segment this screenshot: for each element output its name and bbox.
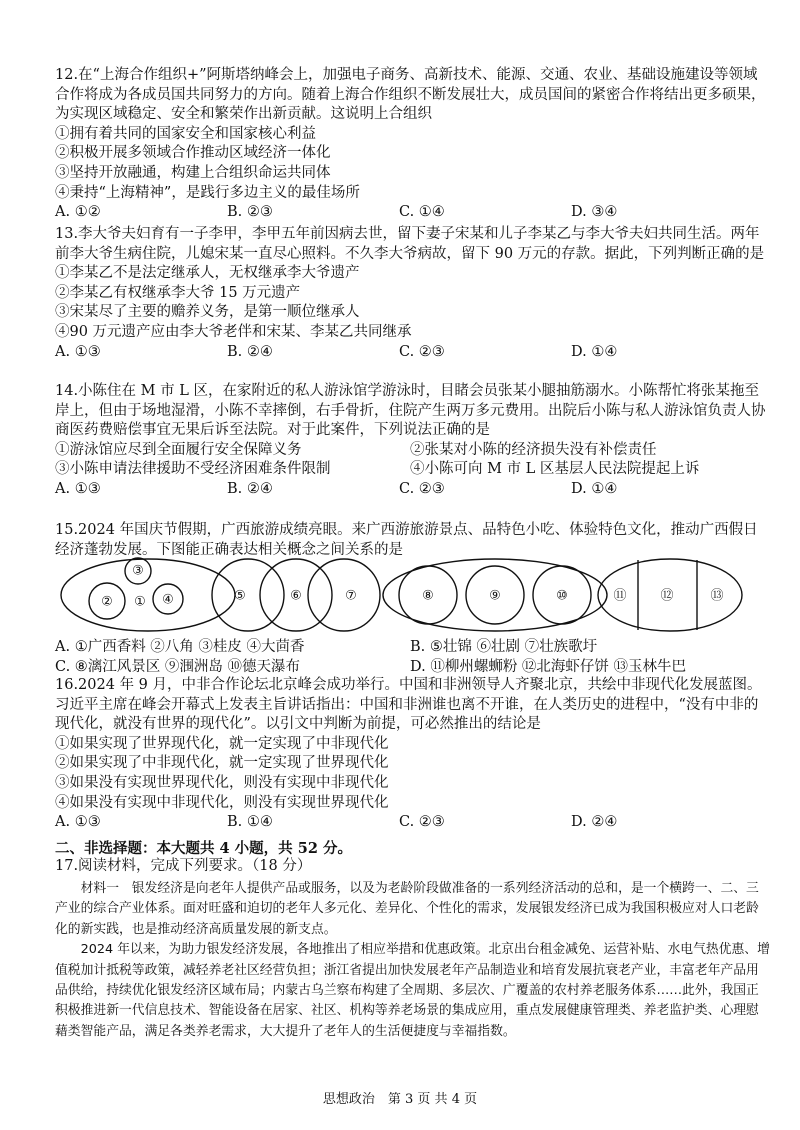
choice-a: A. ①② xyxy=(55,204,101,221)
page-footer: 思想政治 第 3 页 共 4 页 xyxy=(322,1092,478,1107)
choice-c: C. ②③ xyxy=(399,343,445,360)
material-paragraph: 材料一 银发经济是向老年人提供产品或服务，以及为老龄阶段做准备的一系列经济活动的总和，是一个横跨一、二、三产业的综合产业体系。面对旺盛和迫切的老年人多元化、差异化、个性化的需求，发展银发经济已成为我国积极应对人口老龄化的新实践，也是推动经济高质量发展的新支点。 xyxy=(55,881,759,937)
question-14 xyxy=(55,382,770,500)
statement-item: ③宋某尽了主要的赡养义务，是第一顺位继承人 xyxy=(55,304,360,321)
question-stem: 14.小陈住在 M 市 L 区，在家附近的私人游泳馆学游泳时，目睹会员张某小腿抽筋溺水。小陈帮忙将张某拖至岸上，但由于场地湿滑，小陈不幸摔倒，右手骨折，住院产生两万多元费用。出院后小陈与私人游泳馆负责人协商医药费赔偿事宜无果后诉至法院。对于此案件，下列说法正确的是 xyxy=(55,383,766,439)
question-stem: 17.阅读材料，完成下列要求。（18 分） xyxy=(55,858,312,874)
answer-choices xyxy=(55,813,770,833)
choice-d: D. ⑪柳州螺蛳粉 ⑫北海虾仔饼 ⑬玉林牛巴 xyxy=(410,658,687,675)
choice-a: A. ①③ xyxy=(55,480,101,497)
answer-choices xyxy=(55,658,770,678)
choice-d: D. ①④ xyxy=(571,480,618,497)
venn-diagrams xyxy=(55,556,775,634)
statement-item: ①游泳馆应尽到全面履行安全保障义务 xyxy=(55,441,302,458)
diagram-b-circle-5 xyxy=(212,559,284,631)
choice-a: A. ①③ xyxy=(55,814,101,831)
choice-b: B. ②③ xyxy=(227,204,273,221)
statement-item: ①李某乙不是法定继承人，无权继承李大爷遗产 xyxy=(55,265,360,282)
choice-d: D. ②④ xyxy=(571,814,618,831)
statement-item: ④秉持“上海精神”，是践行多边主义的最佳场所 xyxy=(55,184,360,201)
statement-item: ④小陈可向 M 市 L 区基层人民法院提起上诉 xyxy=(410,461,700,478)
reading-material xyxy=(55,879,770,1042)
diagram-label-10: ⑩ xyxy=(556,588,568,604)
diagram-label-7: ⑦ xyxy=(345,588,357,604)
choice-b: B. ①④ xyxy=(227,814,273,831)
answer-choices xyxy=(55,203,770,223)
choice-c: C. ⑧漓江风景区 ⑨涠洲岛 ⑩德天瀑布 xyxy=(55,658,301,675)
diagram-label-12: ⑫ xyxy=(660,588,674,604)
statement-item: ①如果实现了世界现代化，就一定实现了中非现代化 xyxy=(55,735,389,752)
statement-row xyxy=(55,460,770,480)
choice-b: B. ⑤壮锦 ⑥壮剧 ⑦壮族歌圩 xyxy=(410,639,598,655)
answer-choices xyxy=(55,480,770,500)
diagram-label-11: ⑪ xyxy=(613,588,627,604)
question-13 xyxy=(55,225,770,362)
diagram-label-2: ② xyxy=(101,594,113,610)
diagram-b-circle-7 xyxy=(308,559,380,631)
statement-item: ②李某乙有权继承李大爷 15 万元遗产 xyxy=(55,284,301,301)
question-15-choices xyxy=(55,638,770,677)
diagram-label-4: ④ xyxy=(162,592,174,608)
choice-c: C. ②③ xyxy=(399,814,445,831)
question-12 xyxy=(55,66,770,223)
diagram-label-3: ③ xyxy=(132,563,144,579)
diagram-label-5: ⑤ xyxy=(234,588,246,604)
statement-item: ③小陈申请法律援助不受经济困难条件限制 xyxy=(55,461,331,478)
answer-choices xyxy=(55,343,770,363)
statement-item: ③如果没有实现世界现代化，则没有实现中非现代化 xyxy=(55,774,389,791)
statement-item: ④如果没有实现中非现代化，则没有实现世界现代化 xyxy=(55,794,389,811)
statement-row xyxy=(55,441,770,461)
material-paragraph: 2024 年以来，为助力银发经济发展，各地推出了相应举措和优惠政策。北京出台租金减免、运营补贴、水电气热优惠、增值税加计抵税等政策，减轻养老社区经营负担；浙江省提出加快发展老年产品制造业和培育发展抗衰老产业，丰富老年产品用品供给，持续优化银发经济区域布局；内蒙古乌兰察布构建了全周期、多层次、广覆盖的农村养老服务体系……此外，我国正积极推进新一代信息技术、智能设备在居家、社区、机构等养老场景的集成应用，重点发展健康管理类、养老监护类、心理慰藉类智能产品，满足各类养老需求，大大提升了老年人的生活便捷度与幸福指数。 xyxy=(55,942,770,1039)
diagram-label-6: ⑥ xyxy=(290,588,302,604)
statement-item: ①拥有着共同的国家安全和国家核心利益 xyxy=(55,125,316,142)
diagram-label-13: ⑬ xyxy=(710,588,724,604)
choice-c: C. ②③ xyxy=(399,480,445,497)
question-16 xyxy=(55,676,770,833)
diagram-a-outer-ellipse xyxy=(61,559,235,631)
choice-d: D. ③④ xyxy=(571,204,618,221)
answer-choices xyxy=(55,638,770,658)
statement-item: ②积极开展多领域合作推动区域经济一体化 xyxy=(55,145,331,162)
choice-b: B. ②④ xyxy=(227,343,273,360)
choice-d: D. ①④ xyxy=(571,343,618,360)
question-stem: 13.李大爷夫妇育有一子李甲，李甲五年前因病去世，留下妻子宋某和儿子李某乙与李大爷夫妇共同生活。两年前李大爷生病住院，儿媳宋某一直尽心照料。不久李大爷病故，留下 90 万元的存款。据此，下列判断正确的是 xyxy=(55,226,765,262)
statement-item: ②如果实现了中非现代化，就一定实现了世界现代化 xyxy=(55,755,389,772)
section-heading: 二、非选择题：本大题共 4 小题，共 52 分。 xyxy=(55,840,352,857)
choice-b: B. ②④ xyxy=(227,480,273,497)
choice-a: A. ①③ xyxy=(55,343,101,360)
question-stem: 12.在“上海合作组织+”阿斯塔纳峰会上，加强电子商务、高新技术、能源、交通、农业、基础设施建设等领域合作将成为各成员国共同努力的方向。随着上海合作组织不断发展壮大，成员国间的紧密合作将结出更多硕果，为实现区域稳定、安全和繁荣作出新贡献。这说明上合组织 xyxy=(55,67,766,123)
diagram-label-9: ⑨ xyxy=(489,588,501,604)
question-17 xyxy=(55,857,770,877)
diagram-label-8: ⑧ xyxy=(422,588,434,604)
question-15 xyxy=(55,521,770,560)
statement-item: ③坚持开放融通，构建上合组织命运共同体 xyxy=(55,164,331,181)
statement-item: ②张某对小陈的经济损失没有补偿责任 xyxy=(410,441,657,458)
choice-a: A. ①广西香料 ②八角 ③桂皮 ④大茴香 xyxy=(55,639,305,655)
question-stem: 16.2024 年 9 月，中非合作论坛北京峰会成功举行。中国和非洲领导人齐聚北京，共绘中非现代化发展蓝图。习近平主席在峰会开幕式上发表主旨讲话指出：中国和非洲谁也离不开谁，在人类历史的进程中，“没有中非的现代化，就没有世界的现代化”。以引文中判断为前提，可必然推出的结论是 xyxy=(55,677,762,733)
question-stem: 15.2024 年国庆节假期，广西旅游成绩亮眼。来广西游旅游景点、品特色小吃、体验特色文化，推动广西假日经济蓬勃发展。下图能正确表达相关概念之间关系的是 xyxy=(55,522,758,558)
choice-c: C. ①④ xyxy=(399,204,445,221)
diagram-label-1: ① xyxy=(134,594,146,610)
statement-item: ④90 万元遗产应由李大爷老伴和宋某、李某乙共同继承 xyxy=(55,323,412,340)
